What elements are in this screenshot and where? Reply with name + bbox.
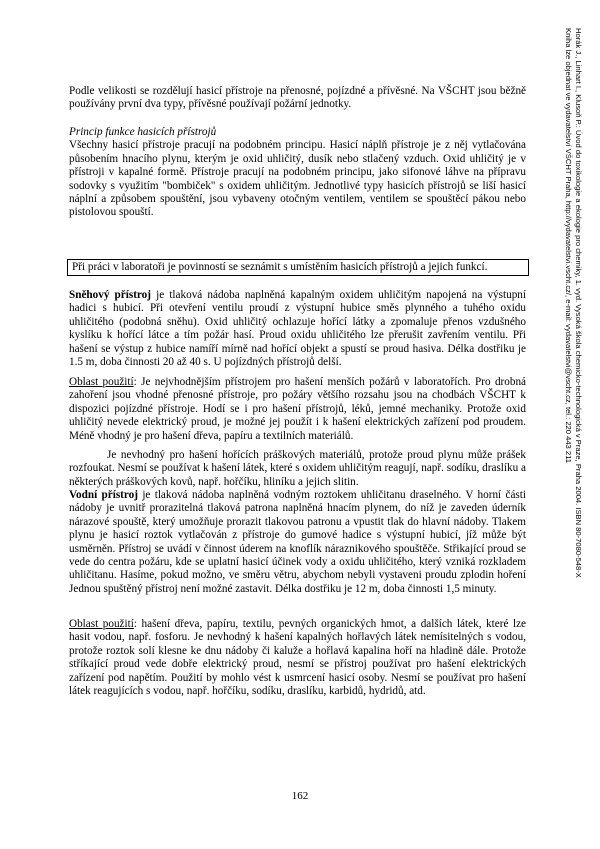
snow-warning-paragraph (69, 449, 526, 489)
side-citation-line-2: Kniha lze objednat ve vydavatelství VŠCHT Praha, http://vydavatelstvi.vscht.cz/, e-mail: vydavatelstvi@vscht.cz, tel.: 220 443 211 (564, 28, 574, 463)
intro-paragraph: Podle velikosti se rozdělují hasicí přístroje na přenosné, pojízdné a přívěsné. Na VŠCHT jsou běžně používány první dva typy, přívěsné používají požární jednotky. (69, 85, 526, 111)
principle-heading: Princip funkce hasicích přístrojů (69, 126, 217, 138)
snow-extinguisher-term: Sněhový přístroj (69, 289, 151, 301)
side-citation-note (564, 28, 583, 588)
water-extinguisher-text: je tlaková nádoba naplněná vodným roztokem uhličitanu draselného. V horní části nádoby je uvnitř prorazitelná tlaková patrona naplněná hnacím plynem, do níž je zaveden úderník nárazové spouště, který umožňuje prorazit tlakovou patronu a vpustit tlak do hlavní nádoby. Tlakem plynu je hasicí roztok vytlačován z přístroje do gumové hadice s výstupní hubicí, jíž může být usměrněn. Přístroj se uvádí v činnost úderem na knoflík náraznikového spouštěče. Střikající proud se vede do centra požáru, kde se uplatní hasicí účinek vody a oxidu uhličitého, který vzniká rozkladem uhličitanu. Hasíme, pokud možno, ve směru větru, abychom nebyli vystaveni proudu zplodin hoření Jednou spuštěný přístroj není možné zastavit. Délka dostřiku je 12 m, doba činnosti 1,5 minuty. (69, 489, 526, 595)
snow-usage-text: : Je nejvhodnějším přístrojem pro hašení menších požárů v laboratořích. Pro drobná zahoření jsou vhodné přenosné přístroje, pro požáry většího rozsahu jsou na chodbách VŠCHT k dispozici pojízdné přístroje. Hodí se i pro hašení přístrojů, léků, jemné mechaniky. Protože oxid uhličitý nevede elektrický proud, je možné jej použít i k hašení elektrických zařízení pod proudem. Méně vhodný je pro hašení dřeva, papíru a textilních materiálů. (69, 376, 527, 442)
water-usage-label: Oblast použití (69, 618, 134, 630)
snow-usage-label: Oblast použití (69, 376, 134, 388)
notice-box (67, 259, 529, 276)
snow-extinguisher-text: je tlaková nádoba naplněná kapalným oxidem uhličitým napojená na výstupní hadici s hubicí. Při otevření ventilu proudí z výstupní hubice směs plynného a tuhého oxidu uhličitého (podobná sněhu). Oxid uhličitý ochlazuje hořící látky a zpomaluje přenos vzdušného kyslíku k hořící látce a tím požár hasí. Proud oxidu uhličitého lze přerušit zavřením ventilu. Při hašení se výstup z hubice namíří mírně nad hořící objekt a spustí se proud hasiva. Délka dostřiku je 1.5 m, doba činnosti 20 až 40 s. U pojízdných přístrojů delší. (69, 289, 526, 369)
snow-usage-paragraph (69, 376, 526, 443)
snow-warning-text: Je nevhodný pro hašení hořících práškových materiálů, protože proud plynu může prášek rozfoukat. Nesmí se používat k hašení látek, které s oxidem uhličitým reagují, např. sodíku, draslíku a některých práškových kovů, např. hořčíku, hliníku a jejich slitin. (69, 449, 526, 488)
water-extinguisher-term: Vodní přístroj (69, 489, 138, 501)
page-number: 162 (291, 790, 309, 802)
water-usage-paragraph (69, 618, 526, 698)
water-usage-text: : hašení dřeva, papíru, textilu, pevných organických hmot, a dalších látek, které lze hasit vodou, např. fosforu. Je nevhodný k hašení kapalných hořlavých látek nemísitelných s vodou, protože roztok solí klesne ke dnu nádoby či kaluže a hořlavá kapalina hoří na hladině dále. Protože stříkající proud vede dobře elektrický proud, nesmí se přístroj používat pro hašení elektrických zařízení pod napětím. Použití by mohlo vést k usmrcení hasicí osoby. Nesmí se používat pro hašení látek reagujících s vodou, např. hořčíku, sodíku, draslíku, karbidů, hydridů, atd. (69, 618, 527, 698)
water-extinguisher-paragraph (69, 489, 526, 596)
notice-text: Při práci v laboratoři je povinností se seznámit s umístěním hasicích přístrojů a jejich funkcí. (72, 261, 488, 273)
principle-section (69, 126, 526, 220)
principle-paragraph: Všechny hasicí přístroje pracují na podobném principu. Hasicí náplň přístroje je z něj vytlačována působením hnacího plynu, kterým je oxid uhličitý, dusík nebo stlačený vzduch. Oxid uhličitý je v přístroji v kapalné formě. Přístroje pracují na podobném principu, jako sifonové láhve na přípravu sodovky s využitím "bombiček" s oxidem uhličitým. Jednotlivé typy hasicích přístrojů se liší hasicí náplní a způsobem spouštění, jsou vybaveny otočným ventilem, ventilem se spouštěcí pákou nebo pistolovou spouští. (69, 139, 526, 219)
side-citation-line-1: Horák J., Linhart I., Klusoň P.: Úvod do toxikologie a ekologie pro chemiky, 1. vyd. Vysoká škola chemicko-technologická v Praze, Praha 2004. ISBN 80-7080-548-X (574, 28, 583, 578)
snow-extinguisher-paragraph (69, 289, 526, 369)
